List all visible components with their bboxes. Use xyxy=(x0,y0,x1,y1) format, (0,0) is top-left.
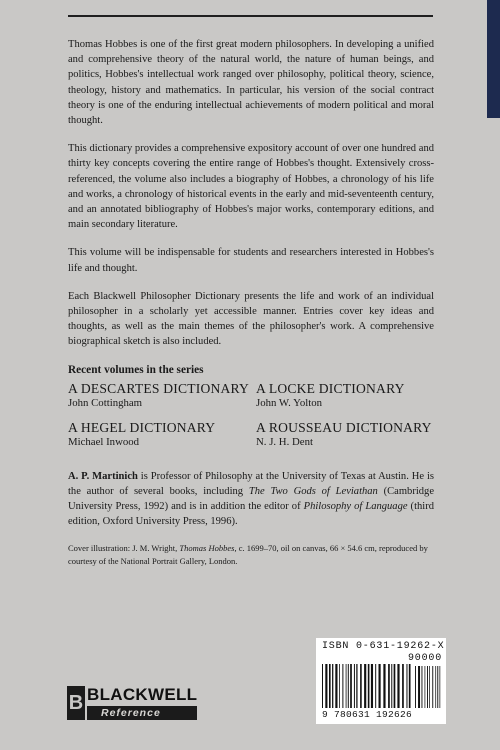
barcode-bars xyxy=(322,664,412,708)
barcode-bar xyxy=(378,664,380,708)
series-heading: Recent volumes in the series xyxy=(68,363,204,376)
author-bio-text: (Cambridge University Press, 1992) and is in addition the editor of xyxy=(68,485,434,513)
barcode-bar xyxy=(339,664,340,708)
barcode-bar xyxy=(394,664,396,708)
ean-number: 9 780631 192626 xyxy=(322,709,413,720)
author-book-title: The Two Gods of Leviathan xyxy=(248,485,378,497)
spine-edge-strip xyxy=(487,0,500,118)
barcode-bar xyxy=(354,664,355,708)
series-item xyxy=(256,420,434,449)
barcode-bar xyxy=(332,664,333,708)
series-item-author: N. J. H. Dent xyxy=(256,435,313,448)
barcode-bar xyxy=(429,666,430,708)
price-code: 90000 xyxy=(407,653,442,664)
cover-credit-prefix: Cover illustration: J. M. Wright, xyxy=(68,543,180,554)
barcode-addon-bars xyxy=(415,666,442,708)
series-item-title: A ROUSSEAU DICTIONARY xyxy=(256,419,432,435)
barcode-bar xyxy=(371,664,373,708)
author-bio xyxy=(68,469,434,530)
series-description-paragraph: Each Blackwell Philosopher Dictionary presents the life and work of an individual philosopher in a scholarly yet accessible manner. Entries cover key ideas and thoughts, as well as the main themes of the philosopher's work. A comprehensive biographical sketch is also included. xyxy=(68,290,434,348)
series-item-author: Michael Inwood xyxy=(68,435,140,448)
barcode-bar xyxy=(335,664,337,708)
barcode-bar xyxy=(383,664,385,708)
barcode-bar xyxy=(325,664,327,708)
publisher-logo-mark: B xyxy=(67,686,85,720)
intro-paragraph-1: Thomas Hobbes is one of the first great modern philosophers. In developing a unified and comprehensive theory of the natural world, the nature of human beings, and politics, Hobbes's intellectual work ranged over philosophy, political theory, science, theology, history and mathematics. In particular, his version of the social contract theory is one of the enduring intellectual achievements of modern political and moral thought. xyxy=(68,39,434,127)
series-item-author: John W. Yolton xyxy=(256,396,323,409)
series-list xyxy=(68,381,434,449)
barcode-bar xyxy=(346,664,347,708)
author-bio-text: is Professor of Philosophy at the University of Texas at Austin. He is the author of several books, including xyxy=(68,470,434,497)
barcode-bar xyxy=(425,666,426,708)
barcode-bar xyxy=(342,664,343,708)
barcode-bar xyxy=(406,664,407,708)
author-bio-text: (third edition, Oxford University Press, 1996). xyxy=(68,501,434,528)
barcode-bar xyxy=(329,664,331,708)
barcode-bar xyxy=(322,664,323,708)
barcode-bar xyxy=(368,664,370,708)
isbn-barcode xyxy=(316,638,446,724)
barcode-bar xyxy=(415,666,416,708)
barcode-bar xyxy=(427,666,428,708)
barcode-bar xyxy=(439,666,440,708)
publisher-imprint: Reference xyxy=(87,706,197,720)
series-item-title: A HEGEL DICTIONARY xyxy=(68,419,216,435)
barcode-bar xyxy=(350,664,352,708)
barcode-bar xyxy=(364,664,366,708)
barcode-bar xyxy=(418,666,420,708)
barcode-bar xyxy=(375,664,376,708)
series-item-author: John Cottingham xyxy=(68,396,143,409)
cover-illustration-credit xyxy=(68,542,434,567)
barcode-bar xyxy=(402,664,404,708)
intro-paragraph-2: This dictionary provides a comprehensive expository account of over one hundred and thirty key concepts covering the entire range of Hobbes's thought. Extensively cross-referenced, the volume also includes a biography of Hobbes, a chronology of his life and works, a chronology of historical events in the early and mid-seventeenth century, and an annotated bibliography of Hobbes's major works, contemporary editions, and main secondary literature. xyxy=(68,143,434,231)
barcode-bar xyxy=(360,664,362,708)
barcode-bar xyxy=(437,666,438,708)
barcode-bar xyxy=(435,666,436,708)
series-item xyxy=(256,381,434,410)
barcode-bar xyxy=(421,666,422,708)
barcode-bar xyxy=(388,664,390,708)
series-item-title: A LOCKE DICTIONARY xyxy=(256,380,405,396)
isbn-number: ISBN 0-631-19262-X xyxy=(322,641,445,652)
series-item xyxy=(68,420,256,449)
author-name: A. P. Martinich xyxy=(68,470,138,482)
top-rule xyxy=(68,15,433,17)
barcode-bar xyxy=(409,664,411,708)
barcode-bar xyxy=(432,666,433,708)
barcode-bar xyxy=(356,664,357,708)
series-item xyxy=(68,381,256,410)
publisher-name: BLACKWELL xyxy=(87,685,198,704)
barcode-bar xyxy=(397,664,399,708)
intro-paragraph-3: This volume will be indispensable for students and researchers interested in Hobbes's life and thought. xyxy=(68,247,434,274)
publisher-logo xyxy=(67,686,197,720)
series-item-title: A DESCARTES DICTIONARY xyxy=(68,380,250,396)
barcode-bar xyxy=(391,664,392,708)
cover-credit-suffix: , c. 1699–70, oil on canvas, 66 × 54.6 cm, reproduced by courtesy of the National Portrait Gallery, London. xyxy=(68,543,428,567)
author-edited-book-title: Philosophy of Language xyxy=(303,501,408,513)
cover-credit-work-title: Thomas Hobbes xyxy=(179,543,235,554)
barcode-bar xyxy=(348,664,349,708)
back-cover-text xyxy=(68,37,434,568)
